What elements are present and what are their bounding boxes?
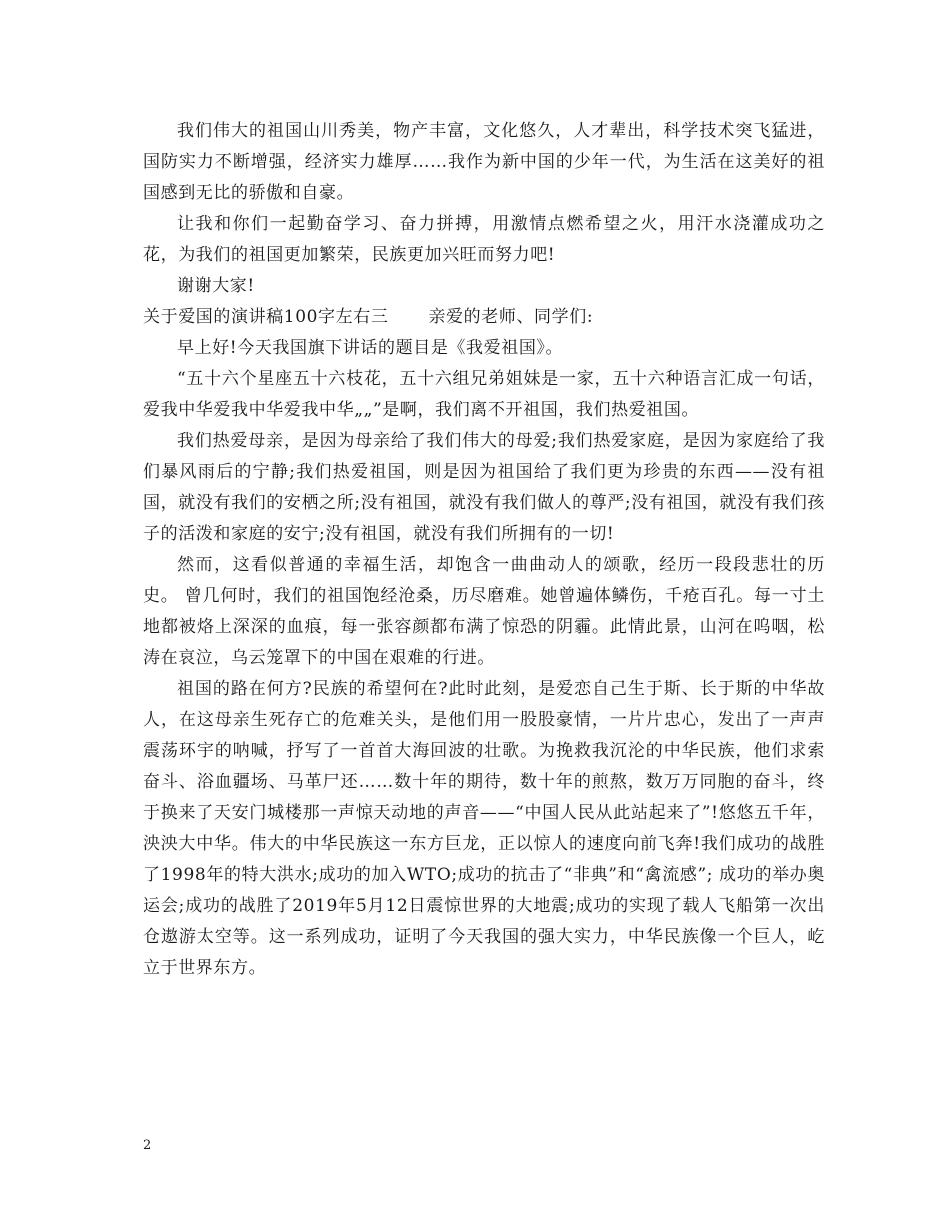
section-title: 关于爱国的演讲稿100字左右三 xyxy=(143,307,389,327)
paragraph: 祖国的路在何方?民族的希望何在?此时此刻，是爱恋自己生于斯、长于斯的中华故人，在这母亲生死存亡的危难关头，是他们用一股股豪情，一片片忠心，发出了一声声震荡环宇的呐喊，抒写了一首首大海回波的壮歌。为挽救我沉沦的中华民族，他们求索奋斗、浴血疆场、马革尸还……数十年的期待，数十年的煎熬，数万万同胞的奋斗，终于换来了天安门城楼那一声惊天动地的声音——“中国人民从此站起来了”!悠悠五千年，泱泱大中华。伟大的中华民族这一东方巨龙，正以惊人的速度向前飞奔!我们成功的战胜了1998年的特大洪水;成功的加入WTO;成功的抗击了“非典”和“禽流感”; 成功的举办奥运会;成功的战胜了2019年5月12日震惊世界的大地震;成功的实现了载人飞船第一次出仓遨游太空等。这一系列成功，证明了今天我国的强大实力，中华民族像一个巨人，屹立于世界东方。 xyxy=(143,679,825,978)
paragraph: 让我和你们一起勤奋学习、奋力拼搏，用激情点燃希望之火，用汗水浇灌成功之花，为我们的祖国更加繁荣，民族更加兴旺而努力吧! xyxy=(143,214,825,265)
paragraph: 我们伟大的祖国山川秀美，物产丰富，文化悠久，人才辈出，科学技术突飞猛进，国防实力不断增强，经济实力雄厚……我作为新中国的少年一代，为生活在这美好的祖国感到无比的骄傲和自豪。 xyxy=(143,121,825,203)
page-number: 2 xyxy=(143,1138,152,1153)
paragraph: 然而，这看似普通的幸福生活，却饱含一曲曲动人的颂歌，经历一段段悲壮的历史。 曾几何时，我们的祖国饱经沧桑，历尽磨难。她曾遍体鳞伤，千疮百孔。每一寸土地都被烙上深深的血痕，每一张容颜都布满了惊恐的阴霾。此情此景，山河在呜咽，松涛在哀泣，乌云笼罩下的中国在艰难的行进。 xyxy=(143,555,825,668)
document-body xyxy=(143,116,825,984)
section-heading xyxy=(143,302,825,333)
paragraph: “五十六个星座五十六枝花，五十六组兄弟姐妹是一家，五十六种语言汇成一句话，爱我中华爱我中华爱我中华„„”是啊，我们离不开祖国，我们热爱祖国。 xyxy=(143,369,825,420)
paragraph: 早上好!今天我国旗下讲话的题目是《我爱祖国》。 xyxy=(177,338,564,358)
paragraph: 我们热爱母亲，是因为母亲给了我们伟大的母爱;我们热爱家庭，是因为家庭给了我们暴风雨后的宁静;我们热爱祖国，则是因为祖国给了我们更为珍贵的东西——没有祖国，就没有我们的安栖之所;没有祖国，就没有我们做人的尊严;没有祖国，就没有我们孩子的活泼和家庭的安宁;没有祖国，就没有我们所拥有的一切! xyxy=(143,431,825,544)
paragraph: 谢谢大家! xyxy=(177,276,255,296)
section-greeting: 亲爱的老师、同学们: xyxy=(428,307,594,327)
